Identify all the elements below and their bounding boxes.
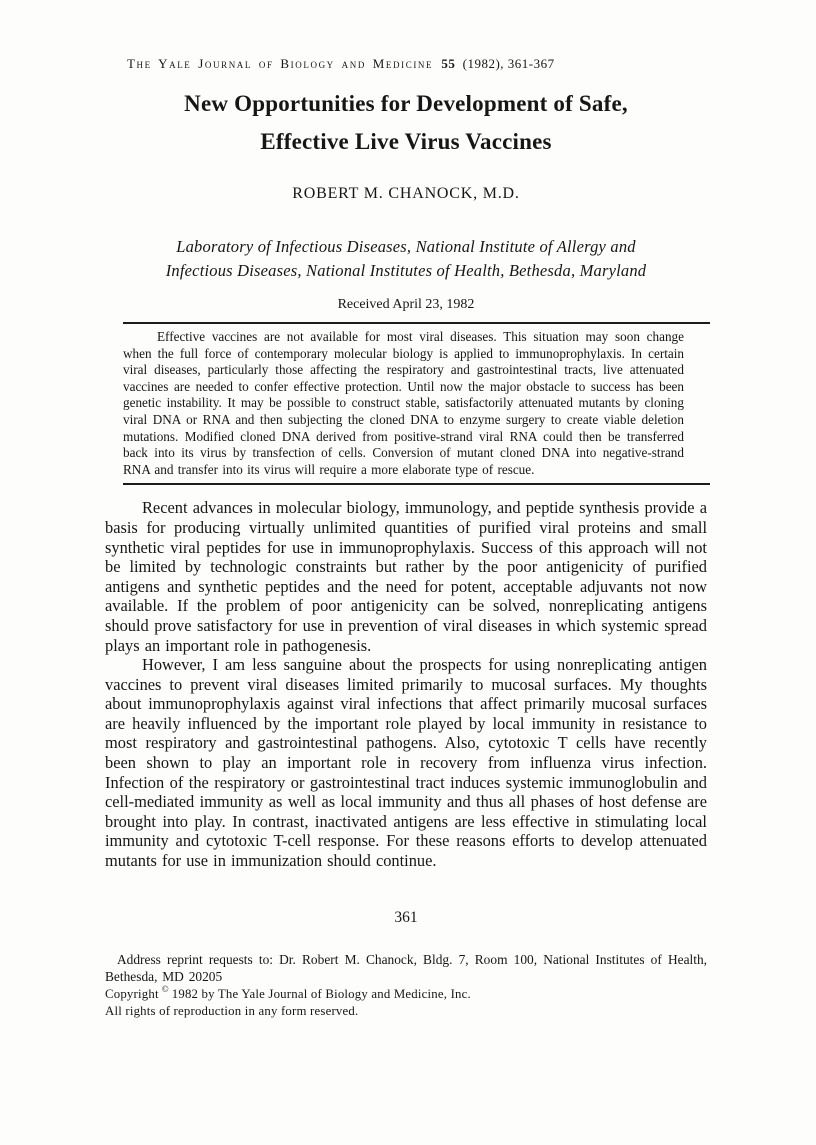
- received-date: Received April 23, 1982: [337, 297, 475, 312]
- article-body: [105, 498, 707, 870]
- abstract-text: Effective vaccines are not available for most viral diseases. This situation may soon change when the full force of contemporary molecular biology is applied to immunoprophylaxis. In certain viral diseases, particularly those affecting the respiratory and gastrointestinal tracts, live attenuated vaccines are needed to confer effective protection. Until now the major obstacle to success has been genetic instability. It may be possible to construct stable, satisfactorily attenuated mutants by cloning viral DNA or RNA and then subjecting the cloned DNA to enzyme surgery to create viable deletion mutations. Modified cloned DNA derived from positive-strand viral RNA could then be transferred back into its virus by transfection of cells. Conversion of mutant cloned DNA into negative-strand RNA and transfer into its virus will require a more elaborate type of rescue.: [123, 329, 684, 477]
- journal-volume: 55: [441, 56, 456, 71]
- copyright-word: Copyright: [105, 986, 159, 1001]
- article-title-line-2: Effective Live Virus Vaccines: [260, 129, 552, 154]
- copyright-text: 1982 by The Yale Journal of Biology and Medicine, Inc.: [171, 986, 471, 1001]
- reprint-request-note: Address reprint requests to: Dr. Robert M. Chanock, Bldg. 7, Room 100, National Institutes of Health, Bethesda, MD 20205: [105, 951, 707, 985]
- copyright-notice: [105, 986, 707, 1004]
- rights-reserved-notice: All rights of reproduction in any form reserved.: [105, 1004, 359, 1019]
- article-title-line-1: New Opportunities for Development of Safe,: [184, 91, 628, 116]
- journal-citation: (1982), 361-367: [462, 56, 555, 71]
- copyright-symbol: ©: [161, 984, 169, 995]
- journal-name: The Yale Journal of Biology and Medicine: [127, 56, 434, 71]
- body-paragraph-1: Recent advances in molecular biology, immunology, and peptide synthesis provide a basis for producing virtually unlimited quantities of purified viral proteins and small synthetic viral peptides for use in immunoprophylaxis. Success of this approach will not be limited by technologic constraints but rather by the poor antigenicity of purified antigens and synthetic peptides and the need for potent, acceptable adjuvants not now available. If the problem of poor antigenicity can be solved, nonreplicating antigens should prove satisfactory for use in prevention of viral diseases in which systemic spread plays an important role in pathogenesis.: [105, 498, 707, 655]
- article-title: [105, 85, 707, 161]
- journal-masthead: [127, 57, 707, 71]
- author-affiliation: [105, 235, 707, 283]
- page-number: 361: [394, 908, 418, 926]
- footer: [105, 951, 707, 1021]
- author-name: ROBERT M. CHANOCK, M.D.: [292, 185, 520, 202]
- affiliation-line-2: Infectious Diseases, National Institutes of Health, Bethesda, Maryland: [165, 261, 647, 280]
- body-paragraph-2: However, I am less sanguine about the prospects for using nonreplicating antigen vaccines to prevent viral diseases limited primarily to mucosal surfaces. My thoughts about immunoprophylaxis against viral infections that affect primarily mucosal surfaces are heavily influenced by the important role played by local immunity in resistance to most respiratory and gastrointestinal pathogens. Also, cytotoxic T cells have recently been shown to play an important role in recovery from influenza virus infection. Infection of the respiratory or gastrointestinal tract induces systemic immunoglobulin and cell-mediated immunity as well as local immunity and thus all phases of host defense are brought into play. In contrast, inactivated antigens are less effective in stimulating local immunity and cytotoxic T-cell response. For these reasons efforts to develop attenuated mutants for use in immunization should continue.: [105, 655, 707, 871]
- abstract-section: [123, 322, 710, 485]
- affiliation-line-1: Laboratory of Infectious Diseases, National Institute of Allergy and: [176, 237, 636, 256]
